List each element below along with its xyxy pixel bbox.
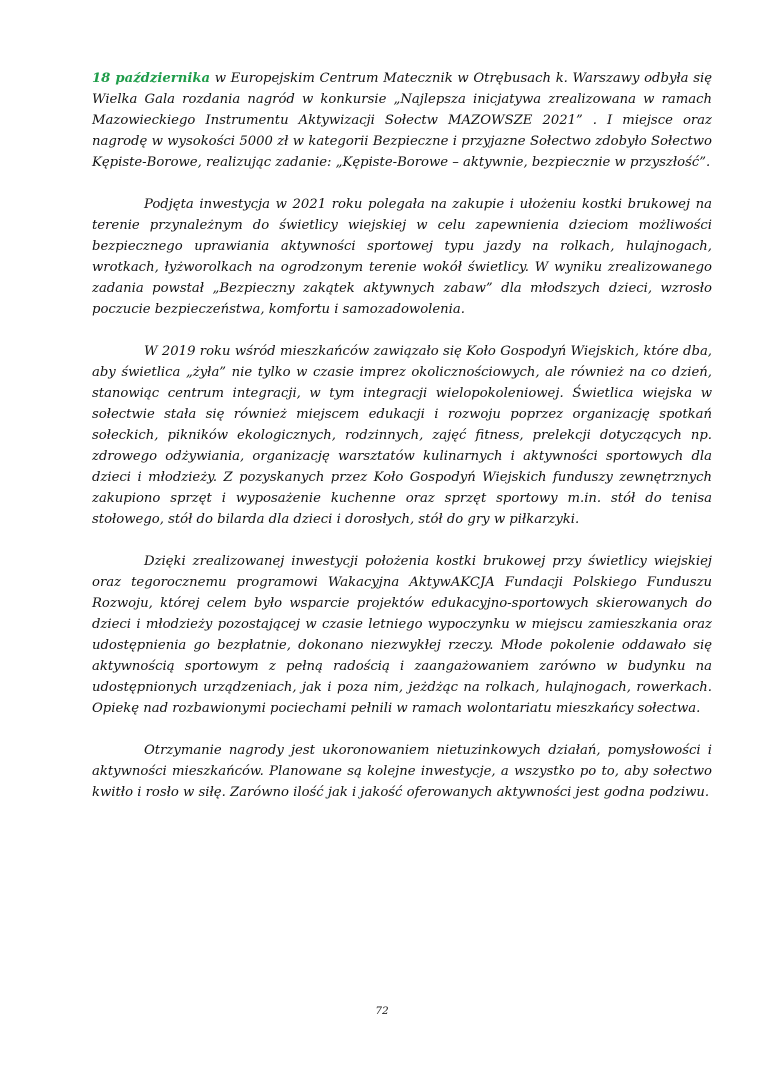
paragraph-spacer bbox=[92, 320, 712, 341]
page-number: 72 bbox=[375, 1005, 389, 1017]
paragraph-spacer bbox=[92, 173, 712, 194]
document-body bbox=[92, 68, 712, 803]
paragraph-conclusion: Otrzymanie nagrody jest ukoronowaniem nietuzinkowych działań, pomysłowości i aktywności mieszkańców. Planowane są kolejne inwestycje, a wszystko po to, aby sołectwo kwitło i rosło w siłę. Zarówno ilość jak i jakość oferowanych aktywności jest godna podziwu. bbox=[92, 743, 712, 800]
paragraph-summer-program: Dzięki zrealizowanej inwestycji położenia kostki brukowej przy świetlicy wiejskiej oraz tegorocznemu programowi Wakacyjna AktywAKCJA Fundacji Polskiego Funduszu Rozwoju, której celem było wsparcie projektów edukacyjno-sportowych skierowanych do dzieci i młodzieży pozostającej w czasie letniego wypoczynku w miejscu zamieszkania oraz udostępnienia go bezpłatnie, dokonano niezwykłej rzeczy. Młode pokolenie oddawało się aktywnością sportowym z pełną radością i zaangażowaniem zarówno w budynku na udostępnionych urządzeniach, jak i poza nim, jeżdżąc na rolkach, hulajnogach, rowerkach. Opiekę nad rozbawionymi pociechami pełnili w ramach wolontariatu mieszkańcy sołectwa. bbox=[92, 554, 712, 716]
paragraph-spacer bbox=[92, 530, 712, 551]
paragraph-investment: Podjęta inwestycja w 2021 roku polegała na zakupie i ułożeniu kostki brukowej na terenie przynależnym do świetlicy wiejskiej w celu zapewnienia dzieciom możliwości bezpiecznego uprawiania aktywności sportowej typu jazdy na rolkach, hulajnogach, wrotkach, łyżworolkach na ogrodzonym terenie wokół świetlicy. W wyniku zrealizowanego zadania powstał „Bezpieczny zakątek aktywnych zabaw” dla młodszych dzieci, wzrosło poczucie bezpieczeństwa, komfortu i samozadowolenia. bbox=[92, 197, 712, 317]
paragraph-text: w Europejskim Centrum Matecznik w Otrębusach k. Warszawy odbyła się Wielka Gala rozdania nagród w konkursie „Najlepsza inicjatywa zrealizowana w ramach Mazowieckiego Instrumentu Aktywizacji Sołectw MAZOWSZE 2021” . I miejsce oraz nagrodę w wysokości 5000 zł w kategorii Bezpieczne i przyjazne Sołectwo zdobyło Sołectwo Kępiste-Borowe, realizując zadanie: „Kępiste-Borowe – aktywnie, bezpiecznie w przyszłość”. bbox=[92, 71, 712, 170]
event-date-highlight: 18 października bbox=[92, 71, 211, 86]
paragraph-spacer bbox=[92, 719, 712, 740]
paragraph-gala-announcement bbox=[92, 68, 712, 173]
paragraph-kgw: W 2019 roku wśród mieszkańców zawiązało się Koło Gospodyń Wiejskich, które dba, aby świetlica „żyła” nie tylko w czasie imprez okolicznościowych, ale również na co dzień, stanowiąc centrum integracji, w tym integracji wielopokoleniowej. Świetlica wiejska w sołectwie stała się również miejscem edukacji i rozwoju poprzez organizację spotkań sołeckich, pikników ekologicznych, rodzinnych, zajęć fitness, prelekcji dotyczących np. zdrowego odżywiania, organizację warsztatów kulinarnych i aktywności sportowych dla dzieci i młodzieży. Z pozyskanych przez Koło Gospodyń Wiejskich funduszy zewnętrznych zakupiono sprzęt i wyposażenie kuchenne oraz sprzęt sportowy m.in. stół do tenisa stołowego, stół do bilarda dla dzieci i dorosłych, stół do gry w piłkarzyki. bbox=[92, 344, 712, 527]
